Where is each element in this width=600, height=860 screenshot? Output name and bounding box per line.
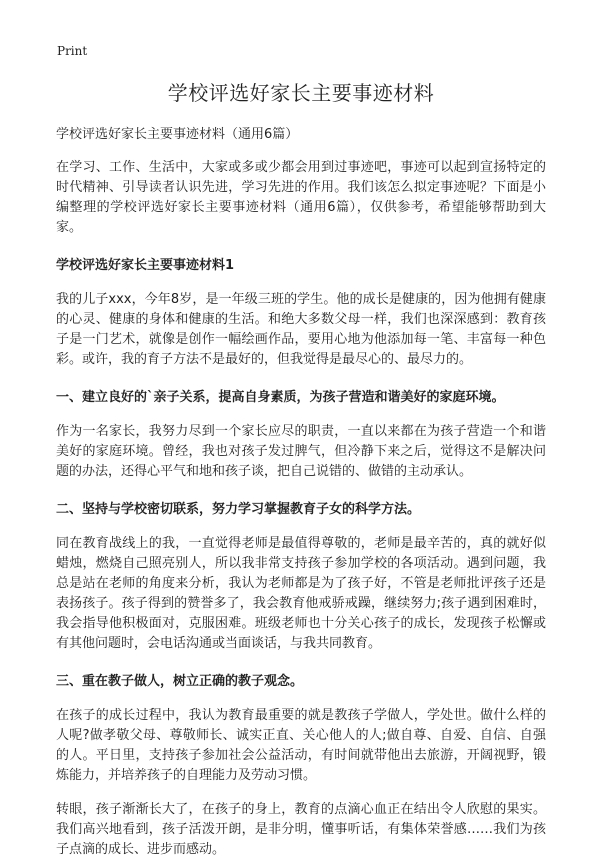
document-subtitle: 学校评选好家长主要事迹材料（通用6篇）: [56, 127, 299, 142]
material-heading: 学校评选好家长主要事迹材料1: [56, 258, 235, 273]
section-1-heading: 一、建立良好的`亲子关系，提高自身素质，为孩子营造和谐美好的家庭环境。: [56, 390, 505, 405]
section-3-heading: 三、重在教子做人，树立正确的教子观念。: [56, 674, 304, 689]
section-2-text: 同在教育战线上的我，一直觉得老师是最值得尊敬的，老师是最辛苦的，真的就好似蜡烛，燃烧自己照亮别人，所以我非常支持孩子参加学校的各项活动。遇到问题，我总是站在老师的角度来分析，我认为老师都是为了孩子好，不管是老师批评孩子还是表扬孩子。孩子得到的赞誉多了，我会教育他戒骄戒躁，继续努力;孩子遇到困难时，我会指导他积极面对，克服困难。班级老师也十分关心孩子的成长，发现孩子松懈或有其他问题时，会电话沟通或当面谈话，与我共同教育。: [56, 536, 546, 651]
closing-paragraph: 转眼，孩子渐渐长大了，在孩子的身上，教育的点滴心血正在结出令人欣慰的果实。我们高兴地看到，孩子活泼开朗，是非分明，懂事听话，有集体荣誉感……我们为孩子点滴的成长、进步而感动。: [56, 802, 546, 857]
section-2-heading: 二、坚持与学校密切联系，努力学习掌握教育子女的科学方法。: [56, 502, 421, 517]
paragraph-1: 我的儿子xxx，今年8岁，是一年级三班的学生。他的成长是健康的，因为他拥有健康的心灵、健康的身体和健康的生活。和绝大多数父母一样，我们也深深感到：教育孩子是一门艺术，就像是创作一幅绘画作品，要用心地为他添加每一笔、丰富每一种色彩。或许，我的育子方法不是最好的，但我觉得是最尽心的、最尽力的。: [56, 292, 546, 367]
document-body: [56, 80, 546, 860]
print-link[interactable]: Print: [57, 44, 88, 58]
section-3-text: 在孩子的成长过程中，我认为教育最重要的就是教孩子学做人，学处世。做什么样的人呢?做孝敬父母、尊敬师长、诚实正直、关心他人的人;做自尊、自爱、自信、自强的人。平日里，支持孩子参加社会公益活动，有时间就带他出去旅游，开阔视野，锻炼能力，并培养孩子的自理能力及劳动习惯。: [56, 708, 546, 783]
intro-paragraph: 在学习、工作、生活中，大家或多或少都会用到过事迹吧，事迹可以起到宣扬特定的时代精神、引导读者认识先进，学习先进的作用。我们该怎么拟定事迹呢？下面是小编整理的学校评选好家长主要事迹材料（通用6篇），仅供参考，希望能够帮助到大家。: [56, 160, 546, 235]
section-1-text: 作为一名家长，我努力尽到一个家长应尽的职责，一直以来都在为孩子营造一个和谐美好的家庭环境。曾经，我也对孩子发过脾气，但冷静下来之后，觉得这不是解决问题的办法，还得心平气和地和孩子谈，把自己说错的、做错的主动承认。: [56, 424, 546, 479]
page-title: 学校评选好家长主要事迹材料: [167, 81, 435, 105]
